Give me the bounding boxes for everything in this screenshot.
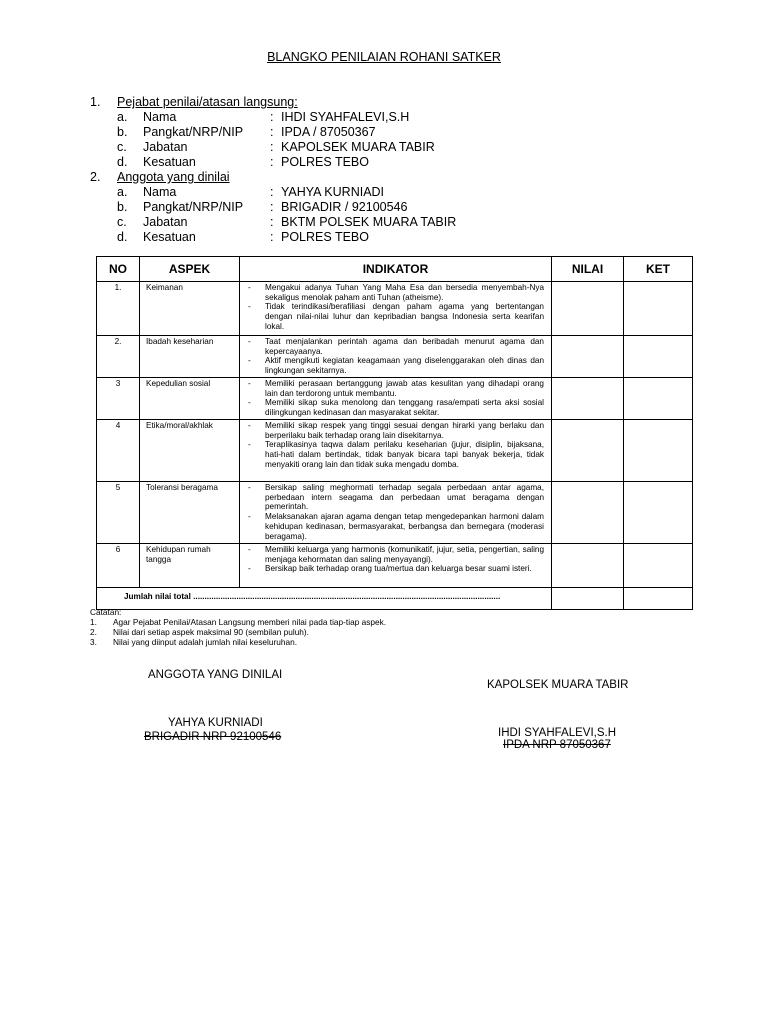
total-label: Jumlah nilai total ....................................................................................................................................... xyxy=(97,588,552,610)
field-letter: a. xyxy=(117,185,128,199)
indicator-item: - Mengakui adanya Tuhan Yang Maha Esa dan bersedia menyembah-Nya sekaligus menolak paham anti Tuhan (atheisme). xyxy=(246,283,544,302)
aspect-name: Toleransi beragama xyxy=(140,482,240,544)
note-text: Nilai yang diinput adalah jumlah nilai keseluruhan. xyxy=(113,637,298,647)
field-value: POLRES TEBO xyxy=(281,230,369,244)
ket-cell[interactable] xyxy=(624,336,693,378)
aspect-name: Etika/moral/akhlak xyxy=(140,420,240,482)
note-number: 1. xyxy=(90,617,97,627)
indicator-item: - Memiliki sikap respek yang tinggi sesuai dengan hirarki yang berlaku dan berperilaku baik terhadap orang lain disekitarnya. xyxy=(246,421,544,440)
left-signature-rank: BRIGADIR NRP 92100546 xyxy=(144,731,282,743)
header-aspek: ASPEK xyxy=(140,257,240,282)
section-title: Pejabat penilai/atasan langsung: xyxy=(117,95,298,109)
nilai-cell[interactable] xyxy=(552,420,624,482)
total-nilai-cell[interactable] xyxy=(552,588,624,610)
field-label: Nama xyxy=(143,110,177,124)
table-row xyxy=(97,336,693,378)
row-number: 6 xyxy=(97,544,140,588)
note-number: 2. xyxy=(90,627,97,637)
field-colon: : xyxy=(270,110,274,124)
field-letter: d. xyxy=(117,155,128,169)
ket-cell[interactable] xyxy=(624,544,693,588)
row-number: 5 xyxy=(97,482,140,544)
row-number: 4 xyxy=(97,420,140,482)
field-colon: : xyxy=(270,230,274,244)
section-number: 1. xyxy=(90,95,101,109)
field-label: Jabatan xyxy=(143,140,188,154)
field-letter: a. xyxy=(117,110,128,124)
indicator-cell xyxy=(240,544,552,588)
table-row xyxy=(97,482,693,544)
note-text: Nilai dari setiap aspek maksimal 90 (sembilan puluh). xyxy=(113,627,309,637)
section-title: Anggota yang dinilai xyxy=(117,170,230,184)
field-letter: c. xyxy=(117,215,127,229)
table-row xyxy=(97,378,693,420)
field-value: BKTM POLSEK MUARA TABIR xyxy=(281,215,457,229)
table-row xyxy=(97,420,693,482)
field-letter: c. xyxy=(117,140,127,154)
aspect-name: Keimanan xyxy=(140,282,240,336)
aspect-name: Kehidupan rumah tangga xyxy=(140,544,240,588)
header-ket: KET xyxy=(624,257,693,282)
indicator-cell xyxy=(240,378,552,420)
indicator-cell xyxy=(240,336,552,378)
field-letter: b. xyxy=(117,200,128,214)
field-label: Jabatan xyxy=(143,215,188,229)
indicator-cell xyxy=(240,282,552,336)
right-signature-name: IHDI SYAHFALEVI,S.H xyxy=(498,727,617,739)
indicator-cell xyxy=(240,482,552,544)
total-ket-cell[interactable] xyxy=(624,588,693,610)
indicator-item: - Memiliki perasaan bertanggung jawab atas kesulitan yang dihadapi orang lain dan terdorong untuk membantu. xyxy=(246,379,544,398)
indicator-item: - Aktif mengikuti kegiatan keagamaan yang diselenggarakan oleh dinas dan lingkungan sekitarnya. xyxy=(246,356,544,375)
field-colon: : xyxy=(270,185,274,199)
indicator-item: - Bersikap baik terhadap orang tua/mertua dan keluarga besar suami isteri. xyxy=(246,564,544,574)
notes-title: Catatan: xyxy=(90,607,122,617)
nilai-cell[interactable] xyxy=(552,282,624,336)
header-nilai: NILAI xyxy=(552,257,624,282)
ket-cell[interactable] xyxy=(624,482,693,544)
nilai-cell[interactable] xyxy=(552,544,624,588)
ket-cell[interactable] xyxy=(624,282,693,336)
field-label: Kesatuan xyxy=(143,155,196,169)
indicator-item: - Bersikap saling meghormati terhadap segala perbedaan antar agama, perbedaan intern seagama dan perbedaan umat beragama dengan pemerintah. xyxy=(246,483,544,512)
row-number: 2. xyxy=(97,336,140,378)
indicator-item: - Teraplikasinya taqwa dalam perilaku keseharian (jujur, disiplin, bijaksana, hati-hati dalam bertindak, tidak banyak bicara tapi banyak bekerja, tidak menyakiti orang lain dan tidak suka mengadu domba. xyxy=(246,440,544,469)
indicator-item: - Memiliki keluarga yang harmonis (komunikatif, jujur, setia, pengertian, saling menjaga kehormatan dan saling menyayangi). xyxy=(246,545,544,564)
table-row xyxy=(97,544,693,588)
section-number: 2. xyxy=(90,170,101,184)
field-label: Pangkat/NRP/NIP xyxy=(143,125,244,139)
header-indikator: INDIKATOR xyxy=(240,257,552,282)
field-colon: : xyxy=(270,215,274,229)
field-letter: b. xyxy=(117,125,128,139)
right-signature-rank: IPDA NRP 87050367 xyxy=(503,739,611,751)
ket-cell[interactable] xyxy=(624,378,693,420)
field-colon: : xyxy=(270,140,274,154)
row-number: 3 xyxy=(97,378,140,420)
table-header-row xyxy=(97,257,693,282)
ket-cell[interactable] xyxy=(624,420,693,482)
indicator-item: - Taat menjalankan perintah agama dan beribadah menurut agama dan kepercayaanya. xyxy=(246,337,544,356)
left-signature-name: YAHYA KURNIADI xyxy=(168,717,263,729)
document-title: BLANGKO PENILAIAN ROHANI SATKER xyxy=(267,50,501,64)
indicator-item: - Melaksanakan ajaran agama dengan tetap mengedepankan harmoni dalam kehidupan kedinasan, bermasyarakat, berbangsa dan bernegara (moderasi beragama). xyxy=(246,512,544,541)
header-no: NO xyxy=(97,257,140,282)
field-value: IHDI SYAHFALEVI,S.H xyxy=(281,110,410,124)
field-letter: d. xyxy=(117,230,128,244)
aspect-name: Ibadah keseharian xyxy=(140,336,240,378)
total-row xyxy=(97,588,693,610)
field-label: Pangkat/NRP/NIP xyxy=(143,200,244,214)
field-value: YAHYA KURNIADI xyxy=(281,185,385,199)
indicator-cell xyxy=(240,420,552,482)
field-value: BRIGADIR / 92100546 xyxy=(281,200,408,214)
assessment-table xyxy=(96,256,693,610)
field-colon: : xyxy=(270,155,274,169)
note-number: 3. xyxy=(90,637,97,647)
field-value: IPDA / 87050367 xyxy=(281,125,376,139)
field-label: Kesatuan xyxy=(143,230,196,244)
indicator-item: - Tidak terindikasi/berafiliasi dengan paham agama yang bertentangan dengan nilai-nilai luhur dan kepribadian bangsa Indonesia serta kearifan lokal. xyxy=(246,302,544,331)
nilai-cell[interactable] xyxy=(552,482,624,544)
table-row xyxy=(97,282,693,336)
field-colon: : xyxy=(270,200,274,214)
field-label: Nama xyxy=(143,185,177,199)
field-value: POLRES TEBO xyxy=(281,155,369,169)
row-number: 1. xyxy=(97,282,140,336)
note-text: Agar Pejabat Penilai/Atasan Langsung memberi nilai pada tiap-tiap aspek. xyxy=(113,617,387,627)
nilai-cell[interactable] xyxy=(552,378,624,420)
field-value: KAPOLSEK MUARA TABIR xyxy=(281,140,435,154)
aspect-name: Kepedulian sosial xyxy=(140,378,240,420)
nilai-cell[interactable] xyxy=(552,336,624,378)
right-signature-role: KAPOLSEK MUARA TABIR xyxy=(487,679,629,691)
field-colon: : xyxy=(270,125,274,139)
indicator-item: - Memiliki sikap suka menolong dan tenggang rasa/empati serta aksi sosial dilingkungan kedinasan dan masyarakat sekitar. xyxy=(246,398,544,417)
left-signature-role: ANGGOTA YANG DINILAI xyxy=(148,669,283,681)
